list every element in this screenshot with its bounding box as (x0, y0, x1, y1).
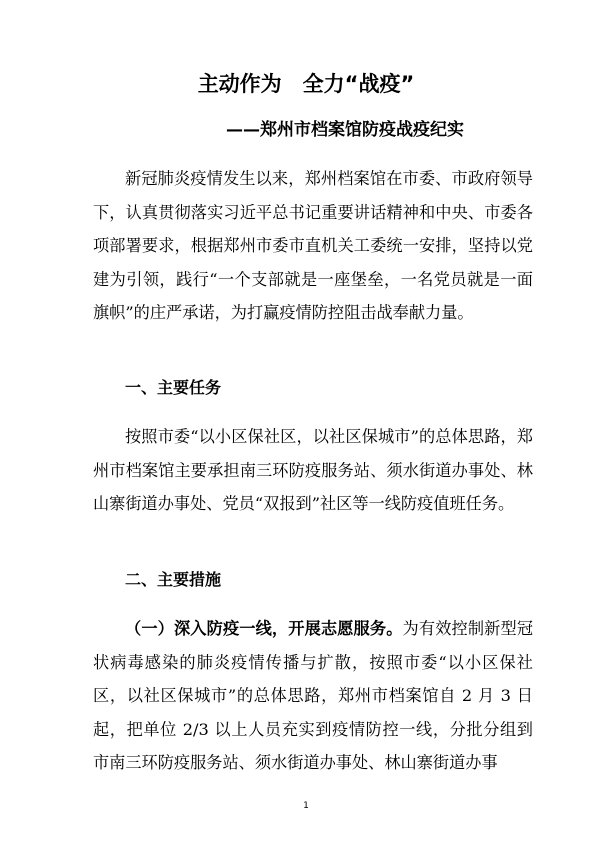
main-tasks-paragraph: 按照市委“以小区保社区，以社区保城市”的总体思路，郑州市档案馆主要承担南三环防疫服务站、须水街道办事处、林山寨街道办事处、党员“双报到”社区等一线防疫值班任务。 (93, 427, 533, 513)
page-number: 1 (303, 801, 309, 811)
measures-item-paragraph (93, 612, 533, 780)
measures-item-body: 为有效控制新型冠状病毒感染的肺炎疫情传播与扩散，按照市委“以小区保社区，以社区保城市”的总体思路，郑州市档案馆自 2 月 3 日起，把单位 2/3 以上人员充实到疫情防控一线，分批分组到市南三环防疫服务站、须水街道办事处、林山寨街道办事 (93, 619, 534, 772)
document-subtitle: ——郑州市档案馆防疫战疫纪实 (226, 120, 464, 140)
section-heading-main-tasks: 一、主要任务 (125, 378, 222, 397)
intro-paragraph: 新冠肺炎疫情发生以来，郑州档案馆在市委、市政府领导下，认真贯彻落实习近平总书记重要讲话精神和中央、市委各项部署要求，根据郑州市委市直机关工委统一安排，坚持以党建为引领，践行“一个支部就是一座堡垒，一名党员就是一面旗帜”的庄严承诺，为打赢疫情防控阻击战奉献力量。 (93, 169, 533, 322)
section-heading-main-measures: 二、主要措施 (125, 570, 222, 589)
document-title: 主动作为 全力“战疫” (197, 72, 415, 96)
measures-item-lead: （一）深入防疫一线，开展志愿服务。 (125, 619, 403, 638)
